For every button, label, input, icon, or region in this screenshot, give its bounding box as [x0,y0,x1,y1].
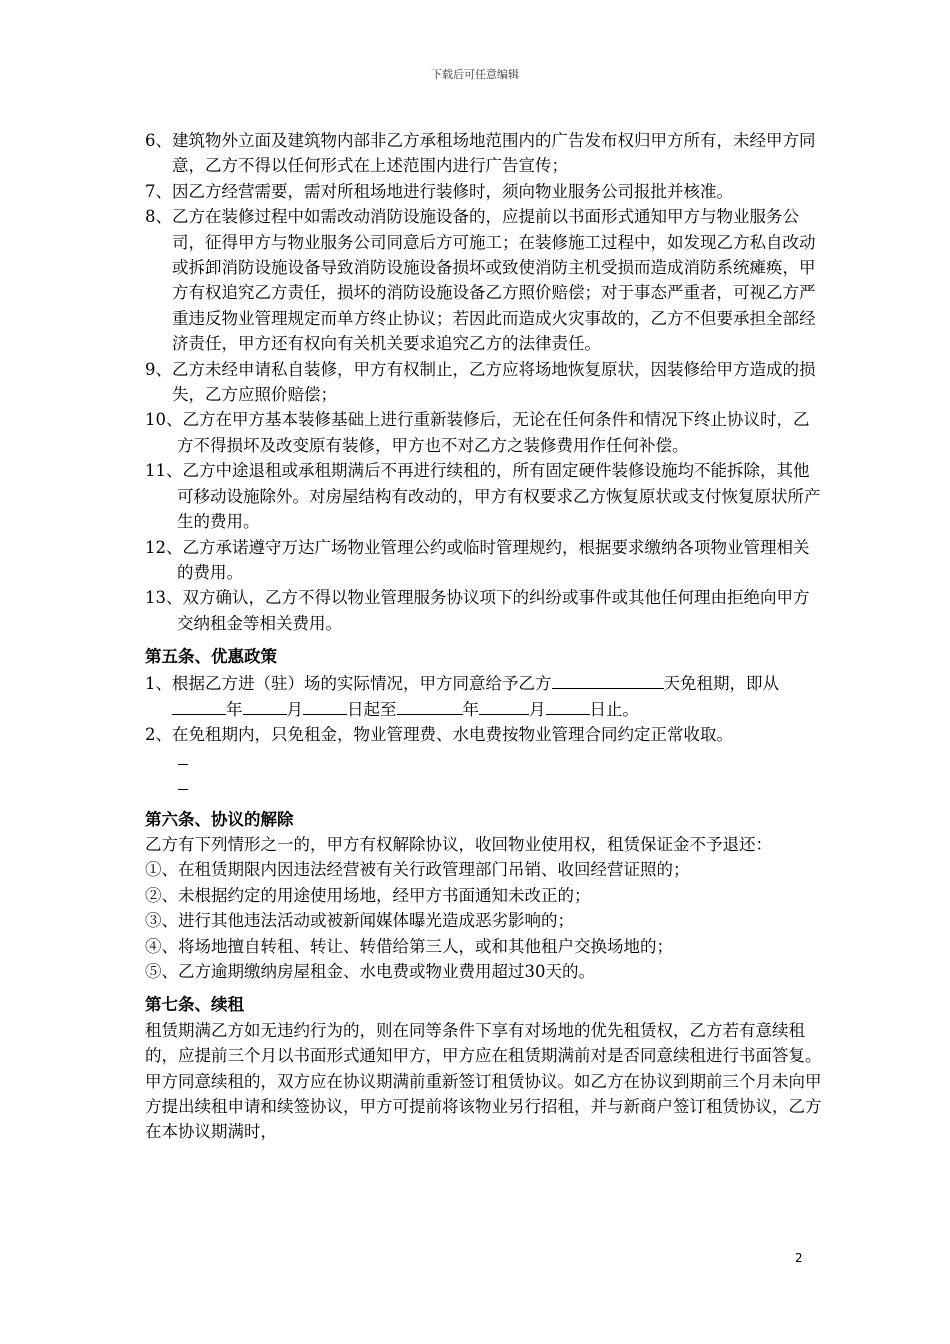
article-5-item-1 [145,670,825,723]
start-day-label: 日起至 [347,699,397,719]
end-year-blank[interactable] [397,696,463,715]
end-day-label: 日止。 [589,699,639,719]
article-6-item-2: ②、未根据约定的用途使用场地，经甲方书面通知未改正的； [145,885,591,905]
document-body [145,128,825,1145]
clause-10: 10、乙方在甲方基本装修基础上进行重新装修后，无论在任何条件和情况下终止协议时，乙方不得损坏及改变原有装修，甲方也不对乙方之装修费用作任何补偿。 [145,410,810,455]
article-6-item-5: ⑤、乙方逾期缴纳房屋租金、水电费或物业费用超过30天的。 [145,961,595,981]
end-month-label: 月 [529,699,546,719]
article-6-item-1: ①、在租赁期限内因违法经营被有关行政管理部门吊销、收回经营证照的； [145,860,690,880]
dash-mark-1 [178,764,188,765]
article-6-intro: 乙方有下列情形之一的，甲方有权解除协议，收回物业使用权，租赁保证金不予退还： [145,834,772,854]
start-month-blank[interactable] [243,696,287,715]
article-6-item-4: ④、将场地擅自转租、转让、转借给第三人，或和其他租户交换场地的； [145,936,673,956]
free-days-blank[interactable] [552,670,664,689]
clause-9: 9、乙方未经申请私自装修，甲方有权制止，乙方应将场地恢复原状，因装修给甲方造成的损失，乙方应照价赔偿； [145,359,816,405]
start-year-blank[interactable] [172,696,226,715]
start-year-label: 年 [226,699,243,719]
header-note: 下载后可任意编辑 [431,68,519,81]
article-7-title: 第七条、续租 [145,995,244,1015]
clause-12: 12、乙方承诺遵守万达广场物业管理公约或临时管理规约，根据要求缴纳各项物业管理相关的费用。 [145,537,810,582]
clause-8: 8、乙方在装修过程中如需改动消防设施设备的，应提前以书面形式通知甲方与物业服务公司，征得甲方与物业服务公司同意后方可施工；在装修施工过程中，如发现乙方私自改动或拆卸消防设施设备导致消防设施设备损坏或致使消防主机受损而造成消防系统瘫痪，甲方有权追究乙方责任，损坏的消防设施设备乙方照价赔偿；对于事态严重者，可视乙方严重违反物业管理规定而单方终止协议；若因此而造成火灾事故的，乙方不但要承担全部经济责任，甲方还有权向有关机关要求追究乙方的法律责任。 [145,207,816,354]
end-month-blank[interactable] [479,696,529,715]
clause-6: 6、建筑物外立面及建筑物内部非乙方承租场地范围内的广告发布权归甲方所有，未经甲方同意，乙方不得以任何形式在上述范围内进行广告宣传； [145,131,816,176]
end-day-blank[interactable] [546,696,590,715]
article-7-body: 租赁期满乙方如无违约行为的，则在同等条件下享有对场地的优先租赁权，乙方若有意续租的，应提前三个月以书面形式通知甲方，甲方应在租赁期满前对是否同意续租进行书面答复。甲方同意续租的，双方应在协议期满前重新签订租赁协议。如乙方在协议到期前三个月未向甲方提出续租申请和续签协议，甲方可提前将该物业另行招租，并与新商户签订租赁协议，乙方在本协议期满时， [145,1020,822,1142]
article-6-item-3: ③、进行其他违法活动或被新闻媒体曝光造成恶劣影响的； [145,911,574,931]
page-number: 2 [795,1251,803,1265]
start-month-label: 月 [286,699,303,719]
article-5-item-2: 2、在免租期内，只免租金，物业管理费、水电费按物业管理合同约定正常收取。 [145,725,733,745]
from-label: 即从 [746,673,779,693]
article-5-title: 第五条、优惠政策 [145,647,277,667]
article-5-item-1-prefix: 1、根据乙方进（驻）场的实际情况，甲方同意给予乙方 [145,673,552,693]
clause-7: 7、因乙方经营需要，需对所租场地进行装修时，须向物业服务公司报批并核准。 [145,181,733,201]
start-day-blank[interactable] [303,696,347,715]
clause-11: 11、乙方中途退租或承租期满后不再进行续租的，所有固定硬件装修设施均不能拆除，其他可移动设施除外。对房屋结构有改动的，甲方有权要求乙方恢复原状或支付恢复原状所产生的费用。 [145,461,821,532]
clause-13: 13、双方确认，乙方不得以物业管理服务协议项下的纠纷或事件或其他任何理由拒绝向甲方交纳租金等相关费用。 [145,588,810,633]
article-6-title: 第六条、协议的解除 [145,809,294,829]
blank-line-2 [178,773,825,798]
end-year-label: 年 [462,699,479,719]
days-suffix: 天免租期， [663,673,746,693]
dash-mark-2 [178,789,188,790]
blank-line-1 [178,748,825,773]
